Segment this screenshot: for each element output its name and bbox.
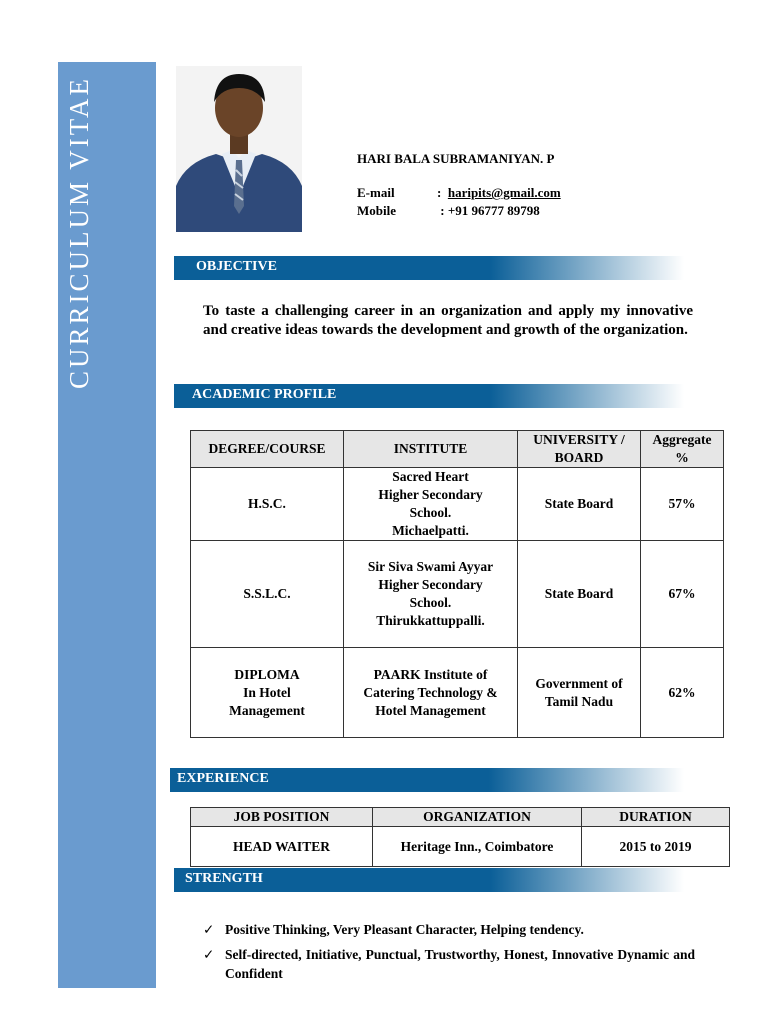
table-row (191, 827, 730, 867)
degree-cell: DIPLOMA In Hotel Management (191, 648, 344, 738)
institute-cell: PAARK Institute of Catering Technology & Hotel Management (344, 648, 518, 738)
mobile-label: Mobile (357, 203, 396, 218)
candidate-name: HARI BALA SUBRAMANIYAN. P (357, 151, 555, 166)
objective-heading: OBJECTIVE (174, 256, 684, 280)
institute-cell: Sacred Heart Higher Secondary School. Michaelpatti. (344, 468, 518, 541)
position-cell: HEAD WAITER (191, 827, 373, 867)
experience-header-row (191, 808, 730, 827)
academic-header-row (191, 431, 724, 468)
academic-table (190, 430, 724, 738)
email-separator: : (437, 185, 442, 200)
aggregate-cell: 57% (641, 468, 724, 541)
check-icon: ✓ (203, 947, 215, 962)
sidebar-title: CURRICULUM VITAE (64, 75, 95, 389)
mobile-row (357, 203, 540, 219)
academic-col-board: UNIVERSITY / BOARD (518, 431, 641, 468)
check-icon: ✓ (203, 922, 215, 937)
experience-col-organization: ORGANIZATION (373, 808, 582, 827)
experience-heading: EXPERIENCE (170, 768, 684, 792)
objective-text: To taste a challenging career in an organization and apply my innovative and creative ideas towards the development and growth of the organization. (203, 303, 693, 338)
profile-photo (176, 66, 302, 232)
table-row (191, 648, 724, 738)
academic-heading: ACADEMIC PROFILE (174, 384, 684, 408)
academic-col-institute: INSTITUTE (344, 431, 518, 468)
board-cell: State Board (518, 541, 641, 648)
degree-cell: S.S.L.C. (191, 541, 344, 648)
organization-cell: Heritage Inn., Coimbatore (373, 827, 582, 867)
academic-col-degree: DEGREE/COURSE (191, 431, 344, 468)
board-cell: Government of Tamil Nadu (518, 648, 641, 738)
email-link[interactable]: haripits@gmail.com (447, 185, 561, 200)
aggregate-cell: 67% (641, 541, 724, 648)
strength-list (203, 920, 695, 989)
email-label: E-mail (357, 185, 395, 200)
mobile-number: +91 96777 89798 (447, 203, 540, 218)
mobile-separator: : (440, 203, 445, 218)
degree-cell: H.S.C. (191, 468, 344, 541)
board-cell: State Board (518, 468, 641, 541)
duration-cell: 2015 to 2019 (582, 827, 730, 867)
aggregate-cell: 62% (641, 648, 724, 738)
list-item: ✓ Self-directed, Initiative, Punctual, Trustworthy, Honest, Innovative Dynamic and Confident (203, 947, 695, 981)
table-row (191, 541, 724, 648)
experience-col-position: JOB POSITION (191, 808, 373, 827)
experience-col-duration: DURATION (582, 808, 730, 827)
table-row (191, 468, 724, 541)
list-item: ✓ Positive Thinking, Very Pleasant Character, Helping tendency. (203, 922, 584, 937)
email-row (357, 185, 561, 201)
experience-table (190, 807, 730, 867)
strength-heading: STRENGTH (174, 868, 684, 892)
academic-col-aggregate: Aggregate % (641, 431, 724, 468)
institute-cell: Sir Siva Swami Ayyar Higher Secondary School. Thirukkattuppalli. (344, 541, 518, 648)
